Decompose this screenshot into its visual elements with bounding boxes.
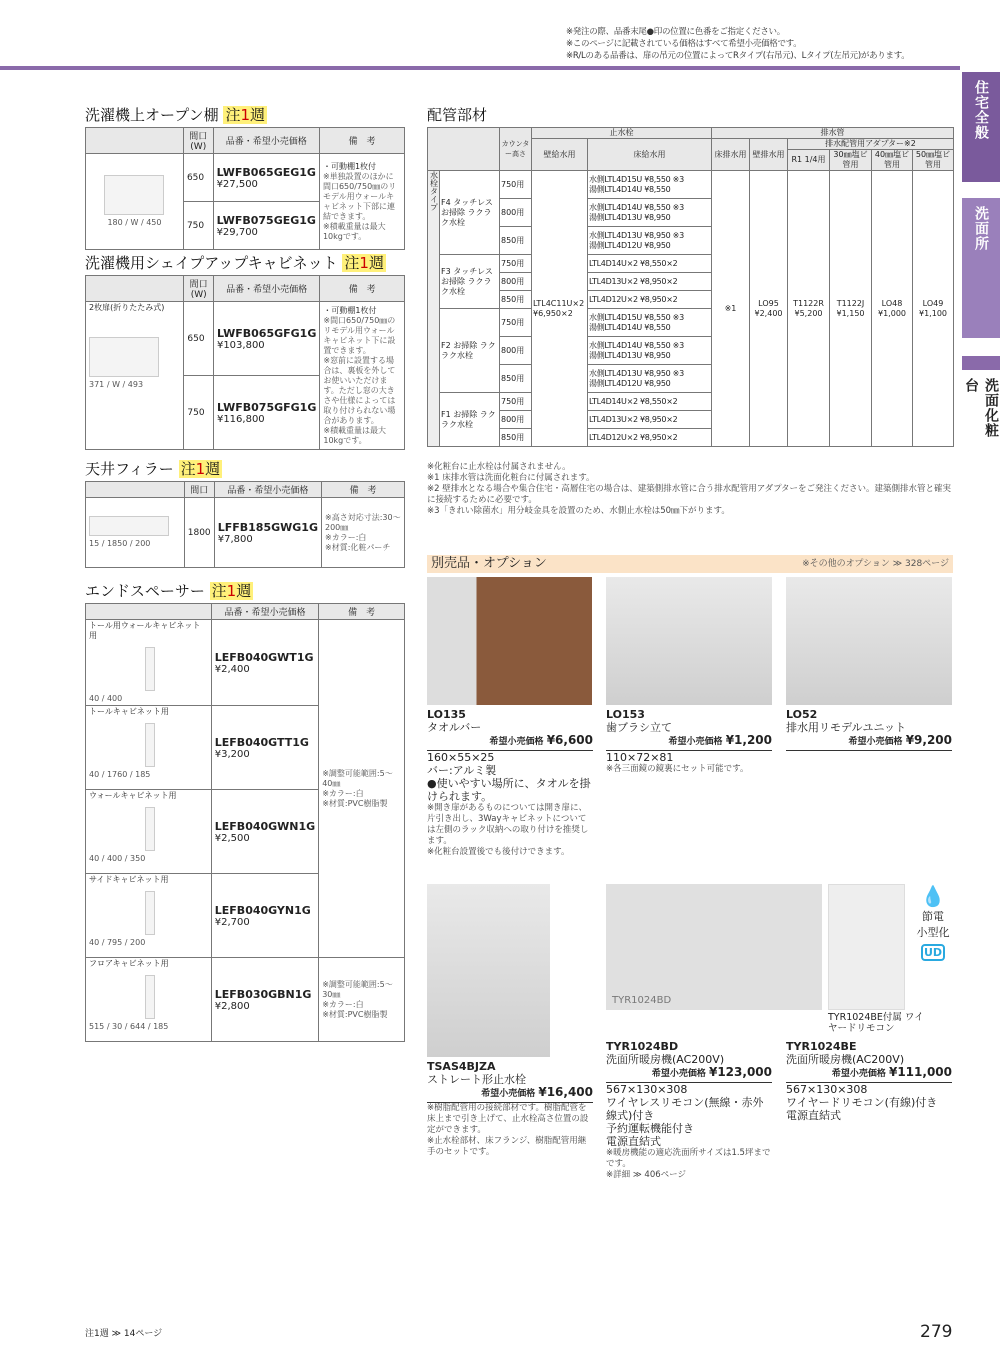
spacer-figure	[145, 975, 155, 1019]
shapeup-table: 間口(W) 品番・希望小売価格 備 考 2枚扉(折りたたみ式) 371 / W / 493 650 LWFB065GFG1G ¥103,800 ・可動棚1枚付 ※間口650/750㎜のリモデル用ウォールキャビネット下に設置できます。 ※窓前に設置する場合は、裏板を外してお使いいただけます。ただし窓の大きさや仕様によっては取り付けられない場合があります。 ※積載重量は最大10kgです。 750 LWFB075GFG1G ¥116,800	[85, 275, 405, 450]
note: ※このページに記載されている価格はすべて希望小売価格です。	[566, 39, 802, 49]
feature-badges: 💧 節電 小型化 UD	[912, 884, 954, 965]
section-title: 配管部材	[427, 106, 488, 124]
endspacer-section: エンドスペーサー 注1週 品番・希望小売価格 備 考 トール用ウォールキャビネット用 40 / 400 LEFB040GWT1G ¥2,400 ※調整可能範囲:5〜40㎜ ※カラー:白 ※材質:PVC樹脂製 トールキャビネット用 40 / 1760 / 185 LEFB040GTT1G ¥3,200 ウォールキャビネット用 40 / 400 / 350 LEFB040GWN1G ¥2,500 サイドキャビネット用 40 / 795 / 200 LEFB040GYN1G ¥2,700 フロアキャビネット用 515 / 30 / 644 / 185 LEFB030GBN1G ¥2,800 ※調整可能範囲:5〜30㎜ ※カラー:白 ※材質:PVC樹脂製	[85, 580, 405, 1042]
tab-vanity[interactable]: 洗面化粧台	[962, 356, 1000, 452]
table-row: F3 タッチレス お掃除 ラクラク水栓 750用 LTL4D14U×2 ¥8,550×2	[428, 255, 954, 273]
spacer-figure	[145, 723, 155, 767]
pipe-notes: ※化粧台に止水栓は付属されません。 ※1 床排水管は洗面化粧台に付属されます。 ※2 壁排水となる場合や集合住宅・高層住宅の場合は、建築側排水管に合う排水配管用アダプターをご発注ください。建築側排水管と確実に接続するために必要です。 ※3「きれい除菌水」用分岐金具を設置のため、水側止水栓は50㎜下がります。	[427, 462, 952, 516]
filler-table: 間口 品番・希望小売価格 備 考 15 / 1850 / 200 1800 LFFB185GWG1G ¥7,800 ※高さ対応寸法:30〜200㎜ ※カラー:白 ※材質:化粧パーチ	[85, 481, 405, 568]
option-item: LO135 タオルバー 希望小売価格 ¥6,600 160×55×25 バー:アルミ製 ●使いやすい場所に、タオルを掛けられます。 ※開き扉があるものについては開き扉に、片引き出し、3Wayキャビネットについては左側のラック収納への取り付けを推奨します。 ※化粧台設置後でも後付けできます。	[427, 708, 593, 857]
heater-image: TYR1024BD	[606, 884, 822, 1010]
page-number: 279	[920, 1322, 953, 1342]
table-row: F2 お掃除 ラクラク水栓 750用 水側LTL4D15U ¥8,550 ※3 湯側LTL4D14U ¥8,550	[428, 309, 954, 337]
tab-washroom[interactable]: 洗面所	[962, 198, 1000, 338]
more-options-link[interactable]: ※その他のオプション ≫ 328ページ	[802, 559, 949, 569]
remote-image	[828, 884, 905, 1010]
note: ※R/Lのある品番は、扉の吊元の位置によってRタイプ(右吊元)、Lタイプ(左吊元)があります。	[566, 51, 910, 61]
table-row: F1 お掃除 ラクラク水栓 750用 LTL4D14U×2 ¥8,550×2	[428, 393, 954, 411]
towel-bar-image	[427, 577, 592, 705]
remote-caption: TYR1024BE付属 ワイヤードリモコン	[828, 1012, 924, 1034]
table-row: 800用 LTL4D13U×2 ¥8,950×2	[428, 411, 954, 429]
option-item: TSAS4BJZA ストレート形止水栓 希望小売価格 ¥16,400 ※樹脂配管用の接続部材です。樹脂配管を床上まで引き上げて、止水栓高さ位置の設定ができます。 ※止水栓部材、床フランジ、樹脂配管用継手のセットです。	[427, 1060, 593, 1157]
spacer-figure	[145, 891, 155, 935]
tab-housing-general[interactable]: 住宅全般	[962, 72, 1000, 182]
table-row: 850用 LTL4D12U×2 ¥8,950×2	[428, 429, 954, 447]
note-badge: 注1週	[225, 106, 266, 124]
shelf-figure	[104, 175, 164, 215]
option-item: TYR1024BD 洗面所暖房機(AC200V) 希望小売価格 ¥123,000 567×130×308 ワイヤレスリモコン(無線・赤外線式)付き 予約運転機能付き 電源直結式 ※暖房機能の適応洗面所サイズは1.5坪までです。 ※詳細 ≫ 406ページ	[606, 1040, 772, 1180]
table-row: 850用 水側LTL4D13U ¥8,950 ※3 湯側LTL4D12U ¥8,950	[428, 227, 954, 255]
table-row: サイドキャビネット用 40 / 795 / 200 LEFB040GYN1G ¥2,700	[86, 874, 405, 958]
water-drop-icon: 💧	[920, 884, 946, 908]
table-row: ウォールキャビネット用 40 / 400 / 350 LEFB040GWN1G ¥2,500	[86, 790, 405, 874]
note-badge: 注1週	[180, 460, 221, 478]
table-row: 800用 LTL4D13U×2 ¥8,950×2	[428, 273, 954, 291]
table-row: トール用ウォールキャビネット用 40 / 400 LEFB040GWT1G ¥2,400 ※調整可能範囲:5〜40㎜ ※カラー:白 ※材質:PVC樹脂製	[86, 620, 405, 706]
table-row: 800用 水側LTL4D14U ¥8,550 ※3 湯側LTL4D13U ¥8,950	[428, 199, 954, 227]
pipe-section	[427, 104, 953, 447]
footer-note: 注1週 ≫ 14ページ	[85, 1329, 163, 1339]
stop-valve-image	[427, 884, 550, 1057]
note: ※発注の際、品番末尾●印の位置に色番をご指定ください。	[566, 27, 785, 37]
section-title: 洗濯機上オープン棚 注1週	[85, 106, 266, 124]
table-row: 水栓タイプ F4 タッチレス お掃除 ラクラク水栓 750用 LTL4C11U×2 ¥6,950×2 水側LTL4D15U ¥8,550 ※3 湯側LTL4D14U ¥8,550 ※1 LO95 ¥2,400 T1122R ¥5,200 T1122J ¥1,150 LO48 ¥1,000 LO49 ¥1,100	[428, 171, 954, 199]
option-item: LO153 歯ブラシ立て 希望小売価格 ¥1,200 110×72×81 ※各三面鏡の鏡裏にセット可能です。	[606, 708, 772, 774]
options-header: 別売品・オプション ※その他のオプション ≫ 328ページ	[427, 555, 953, 573]
filler-figure	[89, 516, 169, 536]
pipe-table: カウンター高さ 止水栓 排水管 壁給水用 床給水用 床排水用 壁排水用 排水配管用アダプター※2 R1 1/4用 30㎜塩ビ管用 40㎜塩ビ管用 50㎜塩ビ管用 水栓タイプ F4 タッチレス お掃除 ラクラク水栓 750用 LTL4C11U×2 ¥6,950×2 水側LTL4D15U ¥8,550 ※3 湯側LTL4D14U ¥8,550 ※1 LO95 ¥2,400 T1122R ¥5,200 T1122J ¥1,150 LO48 ¥1,000 LO49 ¥1,100 800用 水側LTL4D14U ¥8,550 ※3 湯側LTL4D13U ¥8,950 850用 水側LTL4D13U ¥8,950 ※3 湯側LTL4D12U ¥8,950 F3 タッチレス お掃除 ラクラク水栓 750用 LTL4D14U×2 ¥8,550×2 800用 LTL4D13U×2 ¥8,950×2 850用 LTL4D12U×2 ¥8,950×2 F2 お掃除 ラクラク水栓 750用 水側LTL4D15U ¥8,550 ※3 湯側LTL4D14U ¥8,550 800用 水側LTL4D14U ¥8,550 ※3 湯側LTL4D13U ¥8,950 850用 水側LTL4D13U ¥8,950 ※3 湯側LTL4D12U ¥8,950 F1 お掃除 ラクラク水栓 750用 LTL4D14U×2 ¥8,550×2 800用 LTL4D13U×2 ¥8,950×2 850用 LTL4D12U×2 ¥8,950×2	[427, 127, 954, 447]
shapeup-section: 洗濯機用シェイプアップキャビネット 注1週 間口(W) 品番・希望小売価格 備 考 2枚扉(折りたたみ式) 371 / W / 493 650 LWFB065GFG1G ¥103,800 ・可動棚1枚付 ※間口650/750㎜のリモデル用ウォールキャビネット下に設置できます。 ※窓前に設置する場合は、裏板を外してお使いいただけます。ただし窓の大きさや仕様によっては取り付けられない場合があります。 ※積載重量は最大10kgです。 750 LWFB075GFG1G ¥116,800	[85, 252, 405, 450]
table-row: 850用 水側LTL4D13U ¥8,950 ※3 湯側LTL4D12U ¥8,950	[428, 365, 954, 393]
option-item: LO52 排水用リモデルユニット 希望小売価格 ¥9,200	[786, 708, 952, 751]
endspacer-table: 品番・希望小売価格 備 考 トール用ウォールキャビネット用 40 / 400 LEFB040GWT1G ¥2,400 ※調整可能範囲:5〜40㎜ ※カラー:白 ※材質:PVC樹脂製 トールキャビネット用 40 / 1760 / 185 LEFB040GTT1G ¥3,200 ウォールキャビネット用 40 / 400 / 350 LEFB040GWN1G ¥2,500 サイドキャビネット用 40 / 795 / 200 LEFB040GYN1G ¥2,700 フロアキャビネット用 515 / 30 / 644 / 185 LEFB030GBN1G ¥2,800 ※調整可能範囲:5〜30㎜ ※カラー:白 ※材質:PVC樹脂製	[85, 603, 405, 1042]
top-notes	[566, 26, 909, 62]
option-item: TYR1024BE 洗面所暖房機(AC200V) 希望小売価格 ¥111,000 567×130×308 ワイヤードリモコン(有線)付き 電源直結式	[786, 1040, 952, 1122]
open-shelf-section	[85, 104, 405, 250]
table-row: トールキャビネット用 40 / 1760 / 185 LEFB040GTT1G ¥3,200	[86, 706, 405, 790]
table-row: 850用 LTL4D12U×2 ¥8,950×2	[428, 291, 954, 309]
cabinet-figure	[89, 337, 159, 377]
drain-unit-image	[786, 577, 952, 705]
spacer-figure	[145, 807, 155, 851]
filler-section: 天井フィラー 注1週 間口 品番・希望小売価格 備 考 15 / 1850 / 200 1800 LFFB185GWG1G ¥7,800 ※高さ対応寸法:30〜200㎜ ※カラー:白 ※材質:化粧パーチ	[85, 458, 405, 568]
open-shelf-table: 間口(W) 品番・希望小売価格 備 考 180 / W / 450 650 LWFB065GEG1G ¥27,500 ・可動棚1枚付 ※単独設置のほかに間口650/750㎜のリモデル用ウォールキャビネット下部に連結できます。 ※積載重量は最大10kgです。 750 LWFB075GEG1G ¥29,700	[85, 127, 405, 250]
toothbrush-stand-image	[606, 577, 772, 705]
ud-icon: UD	[921, 944, 945, 961]
table-row: フロアキャビネット用 515 / 30 / 644 / 185 LEFB030GBN1G ¥2,800 ※調整可能範囲:5〜30㎜ ※カラー:白 ※材質:PVC樹脂製	[86, 958, 405, 1042]
table-row: 800用 水側LTL4D14U ¥8,550 ※3 湯側LTL4D13U ¥8,950	[428, 337, 954, 365]
note-badge: 注1週	[211, 582, 252, 600]
header-divider	[0, 66, 960, 70]
note-badge: 注1週	[344, 254, 384, 272]
spacer-figure	[145, 647, 155, 691]
